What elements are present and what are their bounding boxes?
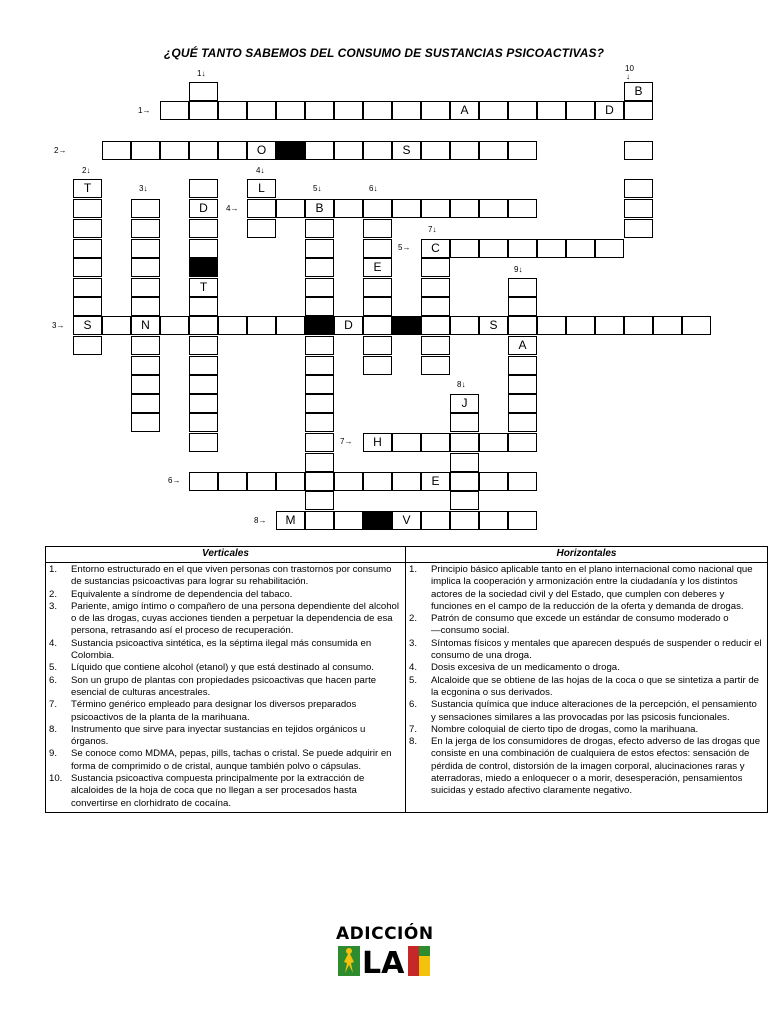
crossword-cell[interactable] xyxy=(189,141,218,160)
crossword-cell[interactable]: T xyxy=(189,278,218,297)
crossword-cell[interactable]: T xyxy=(73,179,102,198)
crossword-cell[interactable] xyxy=(73,336,102,355)
crossword-cell[interactable]: D xyxy=(189,199,218,218)
clue-number-v7: 7↓ xyxy=(428,225,437,234)
crossword-cell[interactable] xyxy=(421,433,450,452)
crossword-cell[interactable] xyxy=(450,433,479,452)
clue-text: Principio básico aplicable tanto en el plano internacional como nacional que implica la cooperación y armonización entre la ciudadanía y los distintos actores de la sociedad civil y del Estado, que cumplen con deberes y funciones en el campo de la reducción de la oferta y demanda de drogas. xyxy=(431,564,753,612)
crossword-cell[interactable] xyxy=(305,297,334,316)
clue-number: 1. xyxy=(409,564,418,575)
clue-text: Sustancia psicoactiva compuesta principalmente por la extracción de alcaloides de la hoja de coca que no llegan a ser procesados hasta convertirse en clorhidrato de cocaína. xyxy=(71,773,365,809)
vertical-clue-2 xyxy=(49,589,402,601)
vertical-clue-9 xyxy=(49,748,402,773)
crossword-cell[interactable] xyxy=(189,375,218,394)
crossword-cell[interactable] xyxy=(247,316,276,335)
crossword-cell[interactable] xyxy=(305,101,334,120)
crossword-cell[interactable] xyxy=(508,375,537,394)
clue-text: Sustancia química que induce alteraciones de la percepción, el pensamiento y sensaciones similares a las provocadas por las psicosis funcionales. xyxy=(431,699,757,723)
horizontal-clues xyxy=(406,563,768,813)
crossword-cell[interactable] xyxy=(421,258,450,277)
black-cell xyxy=(392,316,421,335)
crossword-cell[interactable] xyxy=(566,101,595,120)
crossword-cell[interactable]: D xyxy=(595,101,624,120)
crossword-cell[interactable] xyxy=(247,101,276,120)
crossword-cell[interactable] xyxy=(450,199,479,218)
clue-number: 3. xyxy=(409,637,418,649)
horizontal-clue-6 xyxy=(409,699,764,724)
crossword-cell[interactable] xyxy=(624,316,653,335)
adiccion-la-vida-logo xyxy=(336,924,432,980)
crossword-cell[interactable] xyxy=(421,316,450,335)
crossword-cell[interactable] xyxy=(566,316,595,335)
horizontal-clue-1 xyxy=(409,564,764,613)
crossword-cell[interactable] xyxy=(450,413,479,432)
crossword-cell[interactable] xyxy=(131,278,160,297)
clues-table xyxy=(45,546,768,813)
crossword-cell[interactable] xyxy=(131,297,160,316)
black-cell xyxy=(363,511,392,530)
crossword-cell[interactable] xyxy=(392,199,421,218)
crossword-cell[interactable]: S xyxy=(479,316,508,335)
crossword-cell[interactable] xyxy=(334,141,363,160)
crossword-cell[interactable] xyxy=(508,199,537,218)
crossword-cell[interactable] xyxy=(189,433,218,452)
horizontal-header: Horizontales xyxy=(406,547,768,563)
clue-text: Pariente, amigo íntimo o compañero de una persona dependiente del alcohol o de las drogas, cuyas acciones tienden a perpetuar la dependencia de esa persona, retrasando así el proceso de recuperación. xyxy=(71,600,400,637)
crossword-cell[interactable] xyxy=(73,239,102,258)
crossword-cell[interactable] xyxy=(508,511,537,530)
crossword-cell[interactable] xyxy=(508,141,537,160)
clue-number-h4: 4→ xyxy=(226,204,239,213)
logo-text-top: ADICCIÓN xyxy=(336,924,434,944)
crossword-cell[interactable] xyxy=(160,141,189,160)
clue-text: Término genérico empleado para designar los diversos preparados psicoactivos de la planta de la marihuana. xyxy=(71,699,357,723)
crossword-cell[interactable] xyxy=(508,413,537,432)
crossword-cell[interactable] xyxy=(189,239,218,258)
crossword-cell[interactable] xyxy=(305,394,334,413)
crossword-cell[interactable] xyxy=(189,394,218,413)
crossword-cell[interactable] xyxy=(363,141,392,160)
vertical-clue-10 xyxy=(49,773,402,810)
horizontal-clue-7 xyxy=(409,724,764,736)
crossword-cell[interactable] xyxy=(131,199,160,218)
crossword-cell[interactable] xyxy=(131,413,160,432)
clue-number: 2. xyxy=(409,613,418,625)
crossword-cell[interactable] xyxy=(305,239,334,258)
clue-number-h6: 6→ xyxy=(168,476,181,485)
crossword-cell[interactable] xyxy=(479,101,508,120)
clue-text: Síntomas físicos y mentales que aparecen después de suspender o reducir el consumo de una droga. xyxy=(431,637,762,662)
black-cell xyxy=(276,141,305,160)
crossword-cell[interactable]: A xyxy=(450,101,479,120)
crossword-cell[interactable]: J xyxy=(450,394,479,413)
crossword-cell[interactable] xyxy=(247,199,276,218)
clue-text: En la jerga de los consumidores de drogas, efecto adverso de las drogas que consiste en una combinación de cualquiera de estos efectos: sensación de pérdida de control, distorsión de la imagen corporal, alucinaciones raras y aterradoras, miedo a enloquecer o a morir, desesperación, pensamientos suicidas y estado afectivo claramente negativo. xyxy=(431,736,761,797)
vertical-clue-3 xyxy=(49,601,402,638)
crossword-cell[interactable] xyxy=(247,472,276,491)
crossword-cell[interactable]: L xyxy=(247,179,276,198)
crossword-cell[interactable] xyxy=(479,472,508,491)
crossword-cell[interactable] xyxy=(363,356,392,375)
crossword-cell[interactable] xyxy=(73,199,102,218)
crossword-cell[interactable] xyxy=(537,101,566,120)
crossword-cell[interactable] xyxy=(305,258,334,277)
clue-number-v2: 2↓ xyxy=(82,166,91,175)
crossword-cell[interactable]: M xyxy=(276,511,305,530)
crossword-cell[interactable] xyxy=(595,316,624,335)
clue-number-v6: 6↓ xyxy=(369,184,378,193)
clue-text: Nombre coloquial de cierto tipo de drogas, como la marihuana. xyxy=(431,723,699,735)
crossword-cell[interactable]: N xyxy=(131,316,160,335)
black-cell xyxy=(189,258,218,277)
crossword-cell[interactable] xyxy=(508,239,537,258)
crossword-cell[interactable] xyxy=(624,101,653,120)
clue-number-v4: 4↓ xyxy=(256,166,265,175)
clue-number: 5. xyxy=(49,662,58,674)
crossword-cell[interactable] xyxy=(189,472,218,491)
crossword-cell[interactable] xyxy=(421,101,450,120)
crossword-cell[interactable] xyxy=(131,375,160,394)
crossword-cell[interactable] xyxy=(595,239,624,258)
crossword-cell[interactable]: A xyxy=(508,336,537,355)
clue-number: 8. xyxy=(409,736,418,748)
crossword-cell[interactable] xyxy=(479,239,508,258)
crossword-cell[interactable] xyxy=(305,278,334,297)
crossword-cell[interactable] xyxy=(305,491,334,510)
vertical-clue-7 xyxy=(49,699,402,724)
crossword-cell[interactable] xyxy=(305,511,334,530)
clue-number: 7. xyxy=(49,699,58,711)
crossword-cell[interactable] xyxy=(102,316,131,335)
clue-number: 4. xyxy=(49,637,58,649)
clue-number-h8: 8→ xyxy=(254,516,267,525)
crossword-cell[interactable] xyxy=(566,239,595,258)
crossword-cell[interactable]: S xyxy=(392,141,421,160)
clue-number-v5: 5↓ xyxy=(313,184,322,193)
vertical-clue-4 xyxy=(49,638,402,663)
clue-number-h7: 7→ xyxy=(340,437,353,446)
crossword-cell[interactable] xyxy=(305,141,334,160)
crossword-cell[interactable] xyxy=(363,219,392,238)
logo-text-bottom: LA xyxy=(362,946,405,976)
horizontal-clue-8 xyxy=(409,736,764,797)
crossword-cell[interactable] xyxy=(479,433,508,452)
clue-number: 6. xyxy=(409,699,418,711)
clue-text: Sustancia psicoactiva sintética, es la séptima ilegal más consumida en Colombia. xyxy=(71,637,372,662)
crossword-cell[interactable] xyxy=(537,316,566,335)
crossword-cell[interactable] xyxy=(421,278,450,297)
crossword-cell[interactable] xyxy=(305,413,334,432)
clue-text: Se conoce como MDMA, pepas, pills, tachas o cristal. Se puede adquirir en forma de comprimido o de cristal, aunque también polvo o cápsulas. xyxy=(71,748,392,772)
crossword-cell[interactable] xyxy=(363,336,392,355)
crossword-cell[interactable] xyxy=(334,199,363,218)
crossword-cell[interactable] xyxy=(334,101,363,120)
clue-number-v10-num: 10 xyxy=(625,64,634,73)
crossword-cell[interactable] xyxy=(508,278,537,297)
crossword-cell[interactable]: H xyxy=(363,433,392,452)
crossword-cell[interactable] xyxy=(189,413,218,432)
clue-number: 6. xyxy=(49,674,58,686)
crossword-cell[interactable]: B xyxy=(305,199,334,218)
crossword-cell[interactable] xyxy=(508,356,537,375)
clue-text: Dosis excesiva de un medicamento o droga. xyxy=(431,662,620,674)
crossword-cell[interactable] xyxy=(421,336,450,355)
clue-number-v10-arrow: ↓ xyxy=(626,72,630,81)
crossword-cell[interactable] xyxy=(479,141,508,160)
crossword-cell[interactable] xyxy=(421,199,450,218)
crossword-cell[interactable] xyxy=(450,491,479,510)
crossword-cell[interactable] xyxy=(508,297,537,316)
crossword-cell[interactable] xyxy=(363,199,392,218)
clue-text: Son un grupo de plantas con propiedades psicoactivas que hacen parte esencial de culturas ancestrales. xyxy=(71,674,377,698)
crossword-cell[interactable] xyxy=(189,297,218,316)
clue-number-h1: 1→ xyxy=(138,106,151,115)
crossword-cell[interactable] xyxy=(131,394,160,413)
black-cell xyxy=(305,316,334,335)
crossword-cell[interactable] xyxy=(305,219,334,238)
crossword-cell[interactable] xyxy=(479,199,508,218)
crossword-cell[interactable] xyxy=(218,472,247,491)
clue-number: 9. xyxy=(49,748,58,760)
crossword-cell[interactable] xyxy=(305,336,334,355)
crossword-cell[interactable] xyxy=(653,316,682,335)
clue-text: Instrumento que sirve para inyectar sustancias en tejidos orgánicos u órganos. xyxy=(71,723,366,748)
crossword-cell[interactable] xyxy=(363,239,392,258)
crossword-cell[interactable] xyxy=(450,511,479,530)
crossword-cell[interactable] xyxy=(450,316,479,335)
crossword-cell[interactable] xyxy=(392,472,421,491)
crossword-cell[interactable] xyxy=(160,316,189,335)
crossword-cell[interactable] xyxy=(189,219,218,238)
crossword-cell[interactable] xyxy=(305,433,334,452)
crossword-cell[interactable] xyxy=(189,179,218,198)
crossword-cell[interactable] xyxy=(450,472,479,491)
crossword-cell[interactable] xyxy=(131,239,160,258)
crossword-cell[interactable] xyxy=(508,472,537,491)
crossword-cell[interactable] xyxy=(189,82,218,101)
crossword-cell[interactable] xyxy=(73,258,102,277)
clue-number: 8. xyxy=(49,723,58,735)
clue-text: Patrón de consumo que excede un estándar de consumo moderado o ―consumo social. xyxy=(431,613,729,637)
crossword-cell[interactable]: V xyxy=(392,511,421,530)
crossword-cell[interactable] xyxy=(363,472,392,491)
clue-number-v9: 9↓ xyxy=(514,265,523,274)
horizontal-clue-5 xyxy=(409,675,764,700)
crossword-cell[interactable] xyxy=(218,141,247,160)
clue-number-v1: 1↓ xyxy=(197,69,206,78)
vertical-clue-1 xyxy=(49,564,402,589)
logo-graphic xyxy=(338,946,430,976)
horizontal-clue-2 xyxy=(409,613,764,638)
crossword-cell[interactable] xyxy=(189,316,218,335)
crossword-cell[interactable] xyxy=(363,316,392,335)
vertical-clue-8 xyxy=(49,724,402,749)
clue-number: 4. xyxy=(409,662,418,674)
crossword-cell[interactable] xyxy=(73,278,102,297)
crossword-cell[interactable] xyxy=(537,239,566,258)
crossword-cell[interactable] xyxy=(624,199,653,218)
crossword-cell[interactable] xyxy=(392,101,421,120)
crossword-cell[interactable] xyxy=(392,433,421,452)
crossword-cell[interactable] xyxy=(160,101,189,120)
crossword-cell[interactable] xyxy=(305,356,334,375)
crossword-cell[interactable] xyxy=(421,356,450,375)
vertical-header: Verticales xyxy=(46,547,406,563)
page-title: ¿QUÉ TANTO SABEMOS DEL CONSUMO DE SUSTANCIAS PSICOACTIVAS? xyxy=(163,46,605,60)
crossword-cell[interactable] xyxy=(334,511,363,530)
crossword-cell[interactable] xyxy=(450,239,479,258)
crossword-cell[interactable]: S xyxy=(73,316,102,335)
crossword-cell[interactable]: D xyxy=(334,316,363,335)
clue-number-h3: 3→ xyxy=(52,321,65,330)
crossword-cell[interactable] xyxy=(305,472,334,491)
crossword-cell[interactable] xyxy=(131,258,160,277)
horizontal-clue-4 xyxy=(409,662,764,674)
clue-number: 2. xyxy=(49,588,58,600)
crossword-cell[interactable] xyxy=(131,336,160,355)
crossword-cell[interactable] xyxy=(189,356,218,375)
crossword-cell[interactable]: B xyxy=(624,82,653,101)
crossword-cell[interactable] xyxy=(421,511,450,530)
crossword-cell[interactable] xyxy=(624,141,653,160)
crossword-cell[interactable] xyxy=(218,316,247,335)
crossword-cell[interactable] xyxy=(363,297,392,316)
clue-number: 1. xyxy=(49,564,58,575)
crossword-cell[interactable] xyxy=(450,453,479,472)
crossword-cell[interactable]: O xyxy=(247,141,276,160)
clue-number: 7. xyxy=(409,723,418,735)
crossword-cell[interactable] xyxy=(189,336,218,355)
vertical-clue-5 xyxy=(49,662,402,674)
crossword-cell[interactable] xyxy=(421,141,450,160)
clue-text: Entorno estructurado en el que viven personas con trastornos por consumo de sustancias psicoactivas para lograr su rehabilitación. xyxy=(71,564,392,588)
crossword-cell[interactable] xyxy=(131,141,160,160)
crossword-cell[interactable] xyxy=(102,141,131,160)
crossword-cell[interactable] xyxy=(73,297,102,316)
clue-number-h2: 2→ xyxy=(54,146,67,155)
crossword-cell[interactable] xyxy=(334,472,363,491)
crossword-cell[interactable] xyxy=(276,472,305,491)
crossword-cell[interactable] xyxy=(131,219,160,238)
vertical-clues xyxy=(46,563,406,813)
crossword-cell[interactable] xyxy=(73,219,102,238)
crossword-cell[interactable] xyxy=(363,101,392,120)
vertical-clue-6 xyxy=(49,675,402,700)
crossword-cell[interactable] xyxy=(421,297,450,316)
clue-number-h5: 5→ xyxy=(398,243,411,252)
crossword-cell[interactable] xyxy=(305,375,334,394)
crossword-cell[interactable] xyxy=(508,316,537,335)
clue-text: Líquido que contiene alcohol (etanol) y que está destinado al consumo. xyxy=(71,662,374,674)
crossword-cell[interactable] xyxy=(682,316,711,335)
crossword-cell[interactable] xyxy=(363,278,392,297)
crossword-cell[interactable] xyxy=(624,179,653,198)
crossword-cell[interactable]: C xyxy=(421,239,450,258)
horizontal-clue-3 xyxy=(409,638,764,663)
crossword-cell[interactable] xyxy=(276,101,305,120)
crossword-cell[interactable] xyxy=(624,219,653,238)
crossword-cell[interactable] xyxy=(508,433,537,452)
clue-number: 5. xyxy=(409,674,418,686)
crossword-cell[interactable] xyxy=(189,101,218,120)
crossword-cell[interactable] xyxy=(450,141,479,160)
crossword-cell[interactable] xyxy=(218,101,247,120)
crossword-cell[interactable] xyxy=(305,453,334,472)
crossword-cell[interactable]: E xyxy=(363,258,392,277)
crossword-cell[interactable] xyxy=(479,511,508,530)
clue-number-v3: 3↓ xyxy=(139,184,148,193)
clue-text: Equivalente a síndrome de dependencia del tabaco. xyxy=(71,588,293,600)
crossword-cell[interactable] xyxy=(508,394,537,413)
crossword-cell[interactable] xyxy=(276,199,305,218)
crossword-cell[interactable]: E xyxy=(421,472,450,491)
clue-number: 3. xyxy=(49,600,58,612)
clue-number: 10. xyxy=(49,773,63,785)
crossword-cell[interactable] xyxy=(131,356,160,375)
clue-text: Alcaloide que se obtiene de las hojas de la coca o que se sintetiza a partir de la ecgonina o sus derivados. xyxy=(431,674,760,698)
crossword-cell[interactable] xyxy=(247,219,276,238)
crossword-cell[interactable] xyxy=(508,101,537,120)
clue-number-v8: 8↓ xyxy=(457,380,466,389)
crossword-cell[interactable] xyxy=(276,316,305,335)
